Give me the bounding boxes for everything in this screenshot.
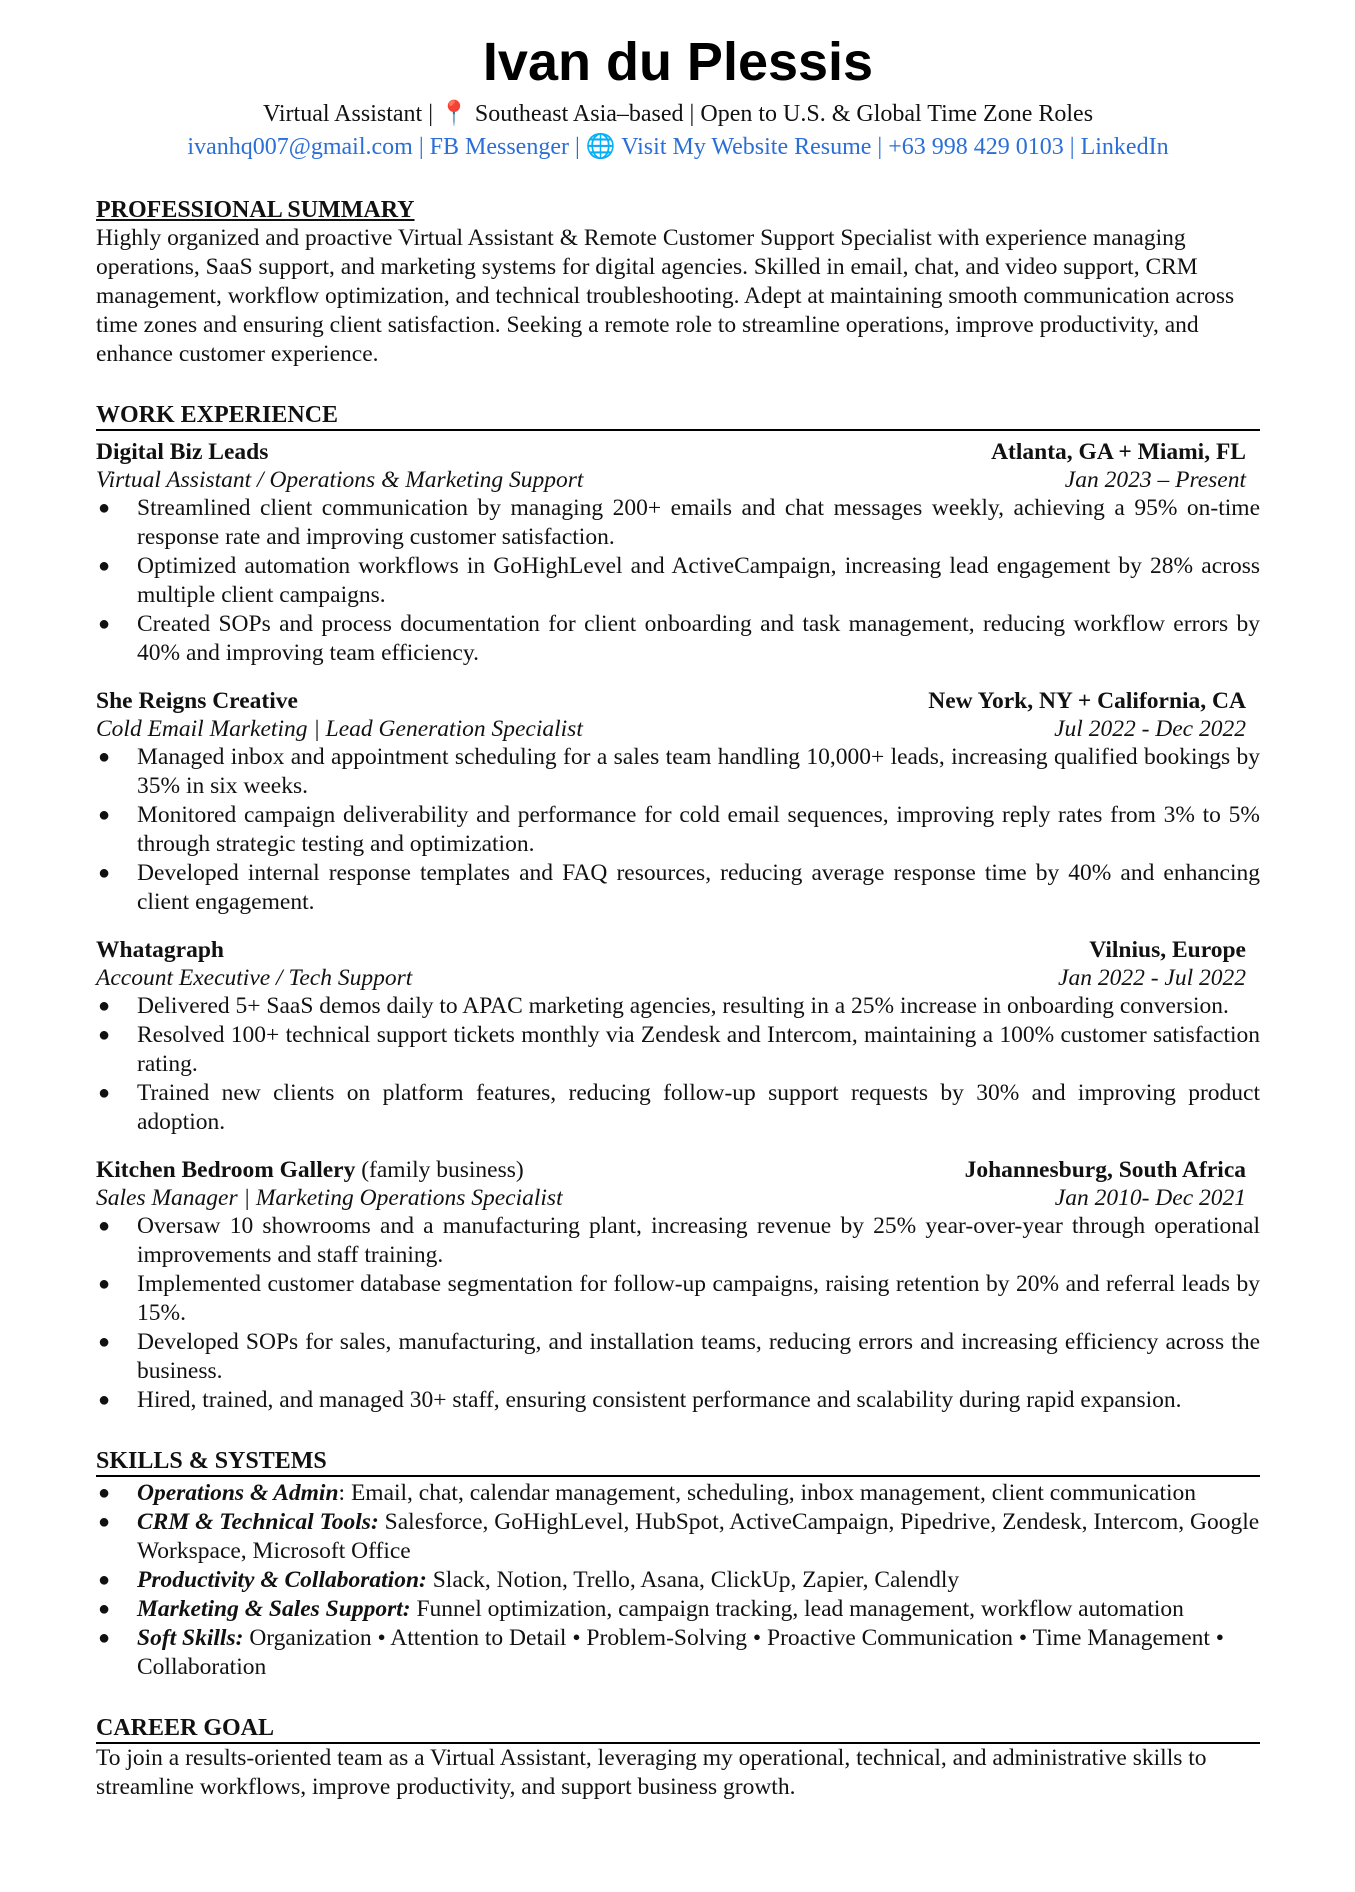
skill-text: Slack, Notion, Trello, Asana, ClickUp, Zapier, Calendly — [432, 1567, 960, 1593]
skill-text: Organization • Attention to Detail • Problem-Solving • Proactive Communication • Time Management • Collaboration — [137, 1625, 1225, 1680]
company-name — [96, 439, 268, 467]
job-dates: Jan 2010- Dec 2021 — [1054, 1184, 1246, 1211]
job-location: Johannesburg, South Africa — [964, 1157, 1246, 1183]
company-name-text: Digital Biz Leads — [96, 439, 269, 465]
skill-category: Marketing & Sales Support: — [137, 1596, 411, 1622]
skill-item — [96, 1624, 1260, 1682]
bullet-text: Implemented customer database segmentation for follow-up campaigns, raising retention by 20% and referral leads by 15%. — [137, 1271, 1260, 1326]
messenger-link[interactable]: FB Messenger — [429, 134, 569, 160]
bullet-text: Resolved 100+ technical support tickets monthly via Zendesk and Intercom, maintaining a 100% customer satisfaction rating. — [137, 1022, 1260, 1077]
bullet-item — [96, 1270, 1260, 1328]
bullet-text: Created SOPs and process documentation for client onboarding and task management, reducing workflow errors by 40% and improving team efficiency. — [137, 611, 1260, 666]
company-name-text: Kitchen Bedroom Gallery — [96, 1157, 356, 1183]
job-dates: Jan 2023 – Present — [1064, 466, 1246, 493]
resume-header — [96, 30, 1260, 164]
job-location: New York, NY + California, CA — [928, 688, 1246, 714]
job-bullets — [96, 743, 1260, 917]
job-entry — [96, 937, 1260, 1137]
bullet-item — [96, 1328, 1260, 1386]
bullet-item — [96, 1021, 1260, 1079]
job-bullets — [96, 494, 1260, 668]
tagline-availability: Open to U.S. & Global Time Zone Roles — [700, 101, 1094, 127]
linkedin-link[interactable]: LinkedIn — [1080, 134, 1169, 160]
skills-section — [96, 1447, 1260, 1682]
resume-page — [96, 30, 1260, 1802]
bullet-item — [96, 859, 1260, 917]
phone-link[interactable]: +63 998 429 0103 — [888, 134, 1064, 160]
bullet-icon: ● — [98, 1482, 111, 1504]
skill-category: CRM & Technical Tools: — [137, 1509, 379, 1535]
bullet-icon: ● — [98, 1215, 111, 1237]
skill-item — [96, 1595, 1260, 1624]
bullet-item — [96, 743, 1260, 801]
skill-text: Funnel optimization, campaign tracking, lead management, workflow automation — [416, 1596, 1184, 1622]
job-header-row — [96, 439, 1260, 467]
location-pin-icon: 📍 — [439, 101, 469, 127]
bullet-text: Hired, trained, and managed 30+ staff, ensuring consistent performance and scalability during rapid expansion. — [137, 1387, 1182, 1413]
summary-heading: PROFESSIONAL SUMMARY — [96, 197, 415, 223]
experience-heading: WORK EXPERIENCE — [96, 401, 1260, 431]
bullet-text: Delivered 5+ SaaS demos daily to APAC marketing agencies, resulting in a 25% increase in onboarding conversion. — [137, 993, 1229, 1019]
career-goal-heading: CAREER GOAL — [96, 1714, 1260, 1744]
career-goal-section — [96, 1714, 1260, 1802]
bullet-icon: ● — [98, 497, 111, 519]
skill-separator: : — [338, 1480, 346, 1506]
bullet-text: Streamlined client communication by managing 200+ emails and chat messages weekly, achieving a 95% on-time response rate and improving customer satisfaction. — [137, 495, 1260, 550]
bullet-icon: ● — [98, 1331, 111, 1353]
tagline: Virtual Assistant | 📍 Southeast Asia–based | Open to U.S. & Global Time Zone Roles — [262, 101, 1094, 127]
bullet-text: Managed inbox and appointment scheduling for a sales team handling 10,000+ leads, increasing qualified bookings by 35% in six weeks. — [137, 744, 1260, 799]
career-goal-text: To join a results-oriented team as a Virtual Assistant, leveraging my operational, technical, and administrative skills to streamline workflows, improve productivity, and support business growth. — [96, 1745, 1207, 1800]
summary-text: Highly organized and proactive Virtual Assistant & Remote Customer Support Specialist with experience managing operations, SaaS support, and marketing systems for digital agencies. Skilled in email, chat, and video support, CRM management, workflow optimization, and technical troubleshooting. Adept at maintaining smooth communication across time zones and ensuring client satisfaction. Seeking a remote role to streamline operations, improve productivity, and enhance customer experience. — [96, 225, 1235, 367]
company-name-text: Whatagraph — [96, 937, 224, 963]
bullet-item — [96, 552, 1260, 610]
bullet-item — [96, 992, 1260, 1021]
skill-item — [96, 1566, 1260, 1595]
skill-item — [96, 1508, 1260, 1566]
job-location: Vilnius, Europe — [1089, 937, 1246, 963]
bullet-icon: ● — [98, 613, 111, 635]
job-role: Sales Manager | Marketing Operations Specialist — [96, 1184, 563, 1211]
job-role-row — [96, 467, 1260, 495]
bullet-text: Monitored campaign deliverability and performance for cold email sequences, improving reply rates from 3% to 5% through strategic testing and optimization. — [137, 802, 1260, 857]
bullet-item — [96, 1079, 1260, 1137]
job-list — [96, 439, 1260, 1415]
job-role: Cold Email Marketing | Lead Generation Specialist — [96, 715, 583, 742]
globe-icon: 🌐 — [585, 134, 616, 160]
company-note: (family business) — [361, 1157, 524, 1183]
skill-category: Productivity & Collaboration: — [137, 1567, 427, 1593]
skills-list — [96, 1479, 1260, 1682]
skill-category: Operations & Admin — [137, 1480, 339, 1506]
job-header-row — [96, 1157, 1260, 1185]
skill-text: Salesforce, GoHighLevel, HubSpot, ActiveCampaign, Pipedrive, Zendesk, Intercom, Google Workspace, Microsoft Office — [137, 1509, 1260, 1564]
bullet-item — [96, 1386, 1260, 1415]
company-name — [96, 937, 224, 965]
experience-section — [96, 401, 1260, 1415]
email-link[interactable]: ivanhq007@gmail.com — [187, 134, 413, 160]
tagline-location: Southeast Asia–based — [474, 101, 684, 127]
bullet-text: Optimized automation workflows in GoHighLevel and ActiveCampaign, increasing lead engagement by 28% across multiple client campaigns. — [137, 553, 1260, 608]
bullet-text: Oversaw 10 showrooms and a manufacturing plant, increasing revenue by 25% year-over-year through operational improvements and staff training. — [137, 1213, 1260, 1268]
bullet-item — [96, 494, 1260, 552]
contact-links: ivanhq007@gmail.com | FB Messenger | 🌐 Visit My Website Resume | +63 998 429 0103 | LinkedIn — [187, 134, 1169, 160]
company-name-text: She Reigns Creative — [96, 688, 298, 714]
summary-section — [96, 196, 1260, 369]
job-entry — [96, 1157, 1260, 1415]
job-role: Virtual Assistant / Operations & Marketing Support — [96, 466, 584, 493]
bullet-icon: ● — [98, 1569, 111, 1591]
bullet-icon: ● — [98, 1024, 111, 1046]
job-role-row — [96, 965, 1260, 993]
tagline-role: Virtual Assistant — [262, 101, 423, 127]
website-link[interactable]: Visit My Website Resume — [621, 134, 872, 160]
bullet-icon: ● — [98, 1273, 111, 1295]
job-entry — [96, 439, 1260, 668]
job-header-row — [96, 688, 1260, 716]
company-name — [96, 688, 298, 716]
skill-item — [96, 1479, 1260, 1508]
job-location: Atlanta, GA + Miami, FL — [991, 439, 1246, 465]
bullet-icon: ● — [98, 1598, 111, 1620]
company-name — [96, 1157, 524, 1185]
bullet-text: Trained new clients on platform features, reducing follow-up support requests by 30% and improving product adoption. — [137, 1080, 1260, 1135]
bullet-icon: ● — [98, 804, 111, 826]
bullet-text: Developed internal response templates and FAQ resources, reducing average response time by 40% and enhancing client engagement. — [137, 860, 1260, 915]
bullet-icon: ● — [98, 1627, 111, 1649]
job-dates: Jul 2022 - Dec 2022 — [1054, 715, 1246, 742]
skill-category: Soft Skills: — [137, 1625, 244, 1651]
bullet-text: Developed SOPs for sales, manufacturing, and installation teams, reducing errors and increasing efficiency across the business. — [137, 1329, 1260, 1384]
bullet-icon: ● — [98, 746, 111, 768]
bullet-icon: ● — [98, 1082, 111, 1104]
job-entry — [96, 688, 1260, 917]
candidate-name: Ivan du Plessis — [482, 32, 874, 92]
bullet-icon: ● — [98, 555, 111, 577]
bullet-icon: ● — [98, 1511, 111, 1533]
job-bullets — [96, 1212, 1260, 1415]
job-role-row — [96, 716, 1260, 744]
bullet-item — [96, 1212, 1260, 1270]
bullet-icon: ● — [98, 862, 111, 884]
job-header-row — [96, 937, 1260, 965]
job-role-row — [96, 1185, 1260, 1213]
bullet-item — [96, 801, 1260, 859]
skills-heading: SKILLS & SYSTEMS — [96, 1447, 1260, 1477]
skill-text: Email, chat, calendar management, scheduling, inbox management, client communication — [350, 1480, 1196, 1506]
bullet-item — [96, 610, 1260, 668]
job-role: Account Executive / Tech Support — [96, 964, 413, 991]
job-dates: Jan 2022 - Jul 2022 — [1058, 964, 1246, 991]
job-bullets — [96, 992, 1260, 1137]
bullet-icon: ● — [98, 995, 111, 1017]
bullet-icon: ● — [98, 1389, 111, 1411]
